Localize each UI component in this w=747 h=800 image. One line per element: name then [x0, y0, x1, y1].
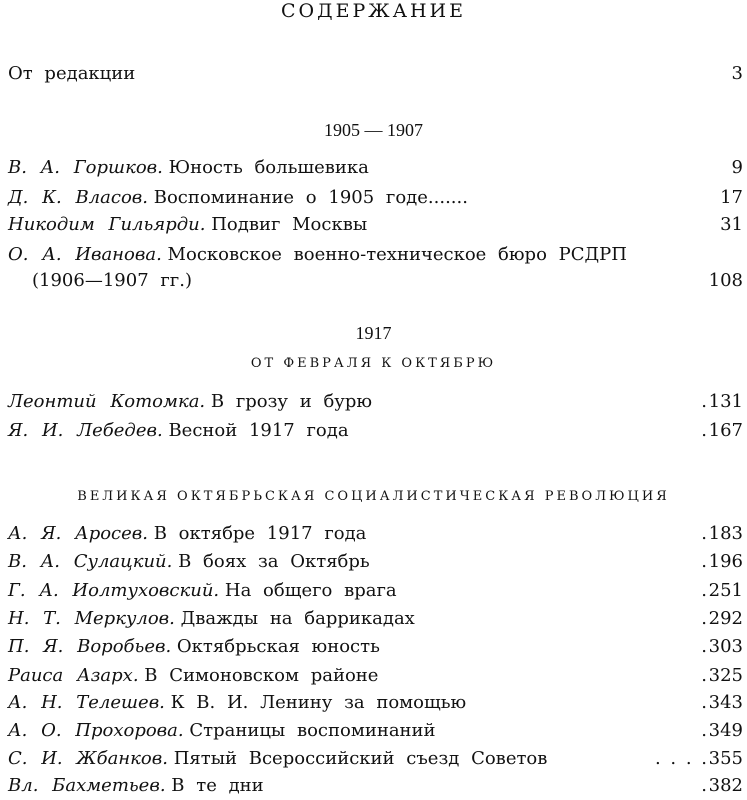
toc-entry	[8, 634, 743, 660]
entry-page: 349	[708, 720, 743, 741]
entry-author: Леонтий Котомка.	[8, 391, 206, 412]
entry-author: Вл. Бахметьев.	[8, 775, 166, 796]
entry-title: На общего врага	[224, 580, 397, 601]
toc-entry	[8, 549, 743, 575]
entry-title: Воспоминание о 1905 годе	[153, 187, 428, 208]
section-subtitle: ВЕЛИКАЯ ОКТЯБРЬСКАЯ СОЦИАЛИСТИЧЕСКАЯ РЕВОЛЮЦИЯ	[77, 489, 670, 504]
entry-title: Московское военно-техническое бюро РСДРП	[167, 244, 627, 265]
entry-page: 251	[708, 580, 743, 601]
entry-title: От редакции	[8, 63, 136, 84]
entry-page: 108	[708, 270, 743, 291]
toc-entry	[8, 242, 743, 294]
entry-page: 9	[731, 157, 743, 178]
entry-leader-dots: .	[701, 391, 709, 412]
entry-leader-dots: .	[701, 420, 709, 441]
entry-page: 131	[708, 391, 743, 412]
toc-entry-intro	[8, 61, 743, 87]
entry-title: В боях за Октябрь	[178, 551, 370, 572]
toc-entry	[8, 746, 743, 772]
toc-entry	[8, 773, 743, 799]
entry-title: Страницы воспоминаний	[189, 720, 436, 741]
entry-leader-dots: .	[701, 720, 709, 741]
entry-author: Раиса Азарх.	[8, 665, 139, 686]
entry-title-continuation: (1906—1907 гг.)	[32, 270, 192, 291]
entry-author: Я. И. Лебедев.	[8, 420, 163, 441]
entry-title: Юность большевика	[168, 157, 369, 178]
entry-page: 355	[708, 748, 743, 769]
entry-author: О. А. Иванова.	[8, 244, 162, 265]
entry-author: А. Н. Телешев.	[8, 692, 165, 713]
entry-leader-dots: .......	[427, 187, 468, 208]
entry-title: Весной 1917 года	[168, 420, 349, 441]
entry-title: Октябрьская юность	[176, 636, 380, 657]
entry-author: В. А. Сулацкий.	[8, 551, 173, 572]
entry-leader-dots: .	[701, 636, 709, 657]
entry-page: 382	[708, 775, 743, 796]
entry-title: В октябре 1917 года	[153, 523, 367, 544]
entry-page: 343	[708, 692, 743, 713]
page-title: СОДЕРЖАНИЕ	[281, 0, 466, 22]
toc-entry	[8, 690, 743, 716]
entry-page: 325	[708, 665, 743, 686]
toc-entry	[8, 578, 743, 604]
entry-leader-dots: .	[701, 551, 709, 572]
toc-entry	[8, 606, 743, 632]
entry-leader-dots: .	[701, 608, 709, 629]
toc-entry	[8, 663, 743, 689]
entry-page: 183	[708, 523, 743, 544]
toc-entry	[8, 718, 743, 744]
entry-leader-dots: .	[701, 523, 709, 544]
entry-author: Н. Т. Меркулов.	[8, 608, 175, 629]
entry-page: 303	[708, 636, 743, 657]
entry-author: С. И. Жбанков.	[8, 748, 168, 769]
entry-title: В те дни	[171, 775, 264, 796]
entry-leader-dots: . . . .	[654, 748, 709, 769]
section-heading-1917: 1917	[355, 323, 392, 343]
entry-page: 196	[708, 551, 743, 572]
entry-author: П. Я. Воробьев.	[8, 636, 172, 657]
entry-page: 31	[720, 214, 743, 235]
entry-author: А. Я. Аросев.	[8, 523, 148, 544]
entry-leader-dots: .	[701, 692, 709, 713]
entry-page: 17	[720, 187, 743, 208]
entry-leader-dots: .	[701, 775, 709, 796]
toc-entry	[8, 155, 743, 181]
entry-title: Дважды на баррикадах	[180, 608, 415, 629]
section-heading-1905: 1905 — 1907	[324, 120, 423, 140]
entry-title: Подвиг Москвы	[211, 214, 368, 235]
entry-author: Д. К. Власов.	[8, 187, 148, 208]
entry-leader-dots: .	[701, 580, 709, 601]
entry-page: 167	[708, 420, 743, 441]
entry-author: Никодим Гильярди.	[8, 214, 206, 235]
entry-author: А. О. Прохорова.	[8, 720, 184, 741]
entry-author: Г. А. Иолтуховский.	[8, 580, 220, 601]
toc-entry	[8, 185, 743, 211]
toc-entry	[8, 521, 743, 547]
entry-author: В. А. Горшков.	[8, 157, 163, 178]
entry-title: В грозу и бурю	[210, 391, 373, 412]
entry-page: 292	[708, 608, 743, 629]
entry-title: Пятый Всероссийский съезд Советов	[173, 748, 548, 769]
entry-leader-dots: .	[701, 665, 709, 686]
toc-entry	[8, 389, 743, 415]
entry-title: В Симоновском районе	[144, 665, 379, 686]
toc-entry	[8, 212, 743, 238]
entry-title: К В. И. Ленину за помощью	[170, 692, 467, 713]
entry-page: 3	[731, 63, 743, 84]
toc-entry	[8, 418, 743, 444]
section-subtitle: ОТ ФЕВРАЛЯ К ОКТЯБРЮ	[250, 356, 497, 371]
